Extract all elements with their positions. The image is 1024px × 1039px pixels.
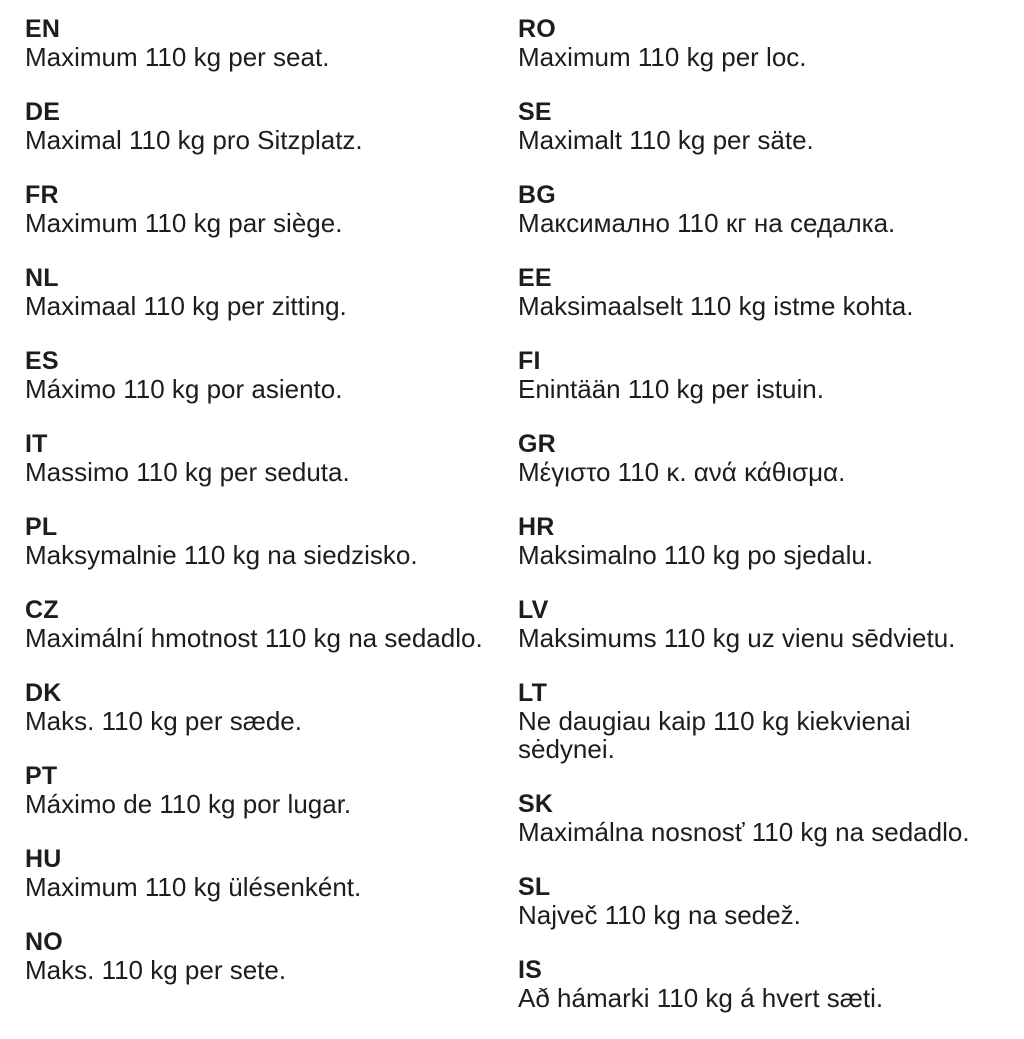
translation-text: Maksimums 110 kg uz vienu sēdvietu.	[518, 623, 956, 653]
column-right	[518, 15, 1011, 1039]
translation-text: Maksimalno 110 kg po sjedalu.	[518, 540, 874, 570]
language-code: IS	[518, 956, 543, 984]
translation-entry	[25, 845, 518, 901]
translation-text: Maximum 110 kg ülésenként.	[25, 872, 362, 902]
translation-text: Máximo de 110 kg por lugar.	[25, 789, 352, 819]
translation-text: Maximaal 110 kg per zitting.	[25, 291, 347, 321]
language-code: BG	[518, 181, 556, 209]
translation-text: Maks. 110 kg per sete.	[25, 955, 287, 985]
translation-entry	[25, 347, 518, 403]
language-code: HU	[25, 845, 62, 873]
translation-entry	[25, 98, 518, 154]
language-code: FR	[25, 181, 59, 209]
translation-text: Að hámarki 110 kg á hvert sæti.	[518, 983, 884, 1013]
language-code: EE	[518, 264, 552, 292]
language-code: DK	[25, 679, 62, 707]
translation-entry	[518, 181, 1011, 237]
translation-text: Največ 110 kg na sedež.	[518, 900, 801, 930]
translation-entry	[25, 15, 518, 71]
translation-text: Máximo 110 kg por asiento.	[25, 374, 343, 404]
translation-entry	[25, 513, 518, 569]
language-code: LT	[518, 679, 548, 707]
translation-entry	[518, 347, 1011, 403]
translation-text: Ne daugiau kaip 110 kg kiekvienai sėdynei.	[518, 706, 911, 764]
language-code: EN	[25, 15, 61, 43]
translation-entry	[518, 264, 1011, 320]
language-code: SE	[518, 98, 552, 126]
translation-entry	[518, 956, 1011, 1012]
translation-entry	[518, 15, 1011, 71]
translation-text: Maximální hmotnost 110 kg na sedadlo.	[25, 623, 483, 653]
language-code: SL	[518, 873, 551, 901]
translation-text: Максимално 110 кг на седалка.	[518, 208, 896, 238]
translation-entry	[25, 928, 518, 984]
translation-text: Enintään 110 kg per istuin.	[518, 374, 824, 404]
translation-entry	[25, 181, 518, 237]
translation-entry	[25, 596, 518, 652]
translation-entry	[518, 513, 1011, 569]
translation-text: Maximalt 110 kg per säte.	[518, 125, 814, 155]
language-code: IT	[25, 430, 48, 458]
language-code: GR	[518, 430, 556, 458]
language-code: NL	[25, 264, 59, 292]
translation-entry	[25, 430, 518, 486]
language-code: SK	[518, 790, 554, 818]
translation-text: Massimo 110 kg per seduta.	[25, 457, 350, 487]
translation-entry	[518, 430, 1011, 486]
translation-entry	[25, 762, 518, 818]
language-code: PT	[25, 762, 58, 790]
translation-text: Μέγιστο 110 κ. ανά κάθισμα.	[518, 457, 846, 487]
translation-entry	[518, 596, 1011, 652]
translation-text: Maximum 110 kg per seat.	[25, 42, 330, 72]
translation-text: Maks. 110 kg per sæde.	[25, 706, 302, 736]
language-code: FI	[518, 347, 541, 375]
translation-text: Maximum 110 kg per loc.	[518, 42, 807, 72]
translation-text: Maksimaalselt 110 kg istme kohta.	[518, 291, 914, 321]
language-code: CZ	[25, 596, 59, 624]
language-code: RO	[518, 15, 556, 43]
translation-text: Maximum 110 kg par siège.	[25, 208, 343, 238]
language-code: LV	[518, 596, 549, 624]
translation-entry	[518, 98, 1011, 154]
language-code: DE	[25, 98, 61, 126]
translation-entry	[518, 873, 1011, 929]
language-code: PL	[25, 513, 58, 541]
language-code: NO	[25, 928, 63, 956]
translation-text: Maximal 110 kg pro Sitzplatz.	[25, 125, 363, 155]
translation-text: Maksymalnie 110 kg na siedzisko.	[25, 540, 418, 570]
translation-entry	[518, 679, 1011, 763]
translation-entry	[25, 264, 518, 320]
language-code: ES	[25, 347, 59, 375]
translation-entry	[518, 790, 1011, 846]
translation-entry	[25, 679, 518, 735]
language-code: HR	[518, 513, 555, 541]
column-left	[25, 15, 518, 1039]
translation-text: Maximálna nosnosť 110 kg na sedadlo.	[518, 817, 970, 847]
